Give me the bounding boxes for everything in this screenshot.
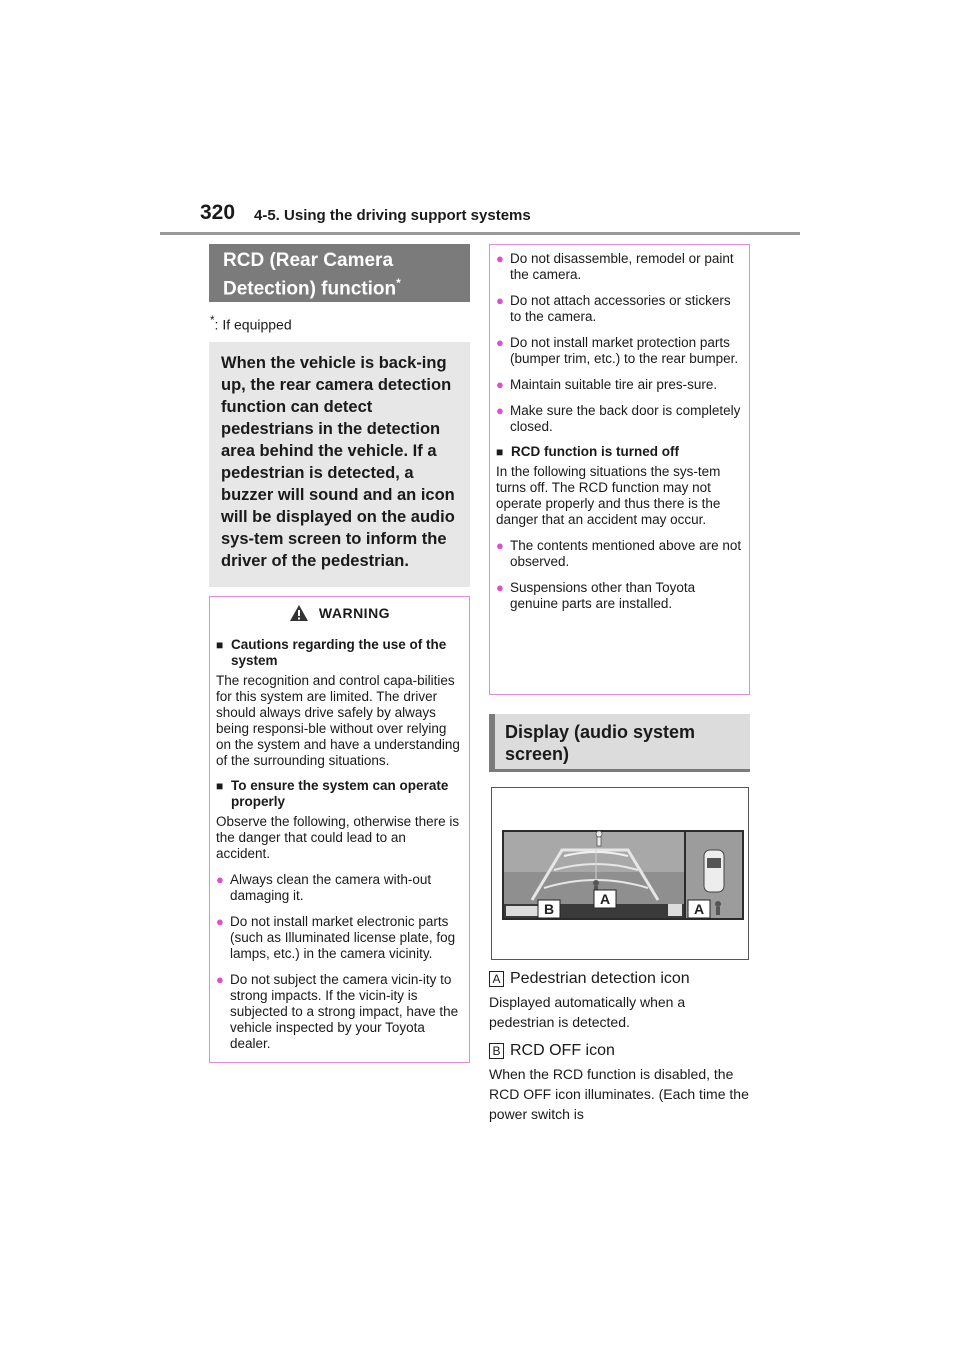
left-column	[209, 244, 470, 1063]
bullet-dot-icon: ●	[496, 403, 504, 418]
right-bullet-7-text: Suspensions other than Toyota genuine parts are installed.	[510, 580, 696, 611]
right-heading-1-text: RCD function is turned off	[511, 444, 679, 459]
rcd-title-line2-text: Detection) function	[223, 278, 397, 300]
rcd-title-line2	[223, 272, 456, 300]
right-bullet-6	[496, 538, 743, 570]
square-bullet-icon: ■	[496, 445, 504, 459]
warning-bullet-3	[216, 972, 463, 1052]
item-b-desc: When the RCD function is disabled, the RCD OFF icon illuminates. (Each time the power switch is	[489, 1066, 749, 1122]
right-paragraph-1: In the following situations the sys-tem turns off. The RCD function may not operate properly and thus there is the danger that an accident may occur.	[496, 464, 721, 527]
right-bullet-2-text: Do not attach accessories or stickers to the camera.	[510, 293, 731, 324]
intro-box: When the vehicle is back-ing up, the rear camera detection function can detect pedestrians in the detection area behind the vehicle. If a pedestrian is detected, a buzzer will sound and an icon will be displayed on the audio sys-tem screen to inform the driver of the pedestrian.	[209, 342, 470, 587]
camera-screen-svg	[492, 788, 748, 959]
warning-bullet-3-text: Do not subject the camera vicin-ity to strong impacts. If the vicin-ity is subjected to a strong impact, have the vehicle inspected by your Toyota dealer.	[230, 971, 459, 1051]
right-bullet-3-text: Do not install market protection parts (bumper trim, etc.) to the rear bumper.	[510, 335, 739, 366]
rcd-title-box	[209, 244, 470, 302]
rcd-title-line1: RCD (Rear Camera	[223, 250, 394, 271]
item-a-title: Pedestrian detection icon	[510, 970, 690, 987]
bullet-dot-icon: ●	[496, 335, 504, 350]
right-bullet-7	[496, 580, 743, 612]
square-bullet-icon: ■	[216, 778, 224, 793]
right-bullet-4-text: Maintain suitable tire air pres-sure.	[510, 377, 718, 392]
bullet-dot-icon: ●	[216, 913, 224, 929]
right-heading-1	[496, 444, 743, 460]
item-b-letter: B	[489, 1043, 504, 1059]
warning-box-continued	[489, 244, 750, 695]
section-header: 4-5. Using the driving support systems	[254, 207, 531, 224]
right-bullet-3	[496, 335, 743, 367]
screen-label-a-side: A	[693, 901, 705, 917]
header-rule	[160, 232, 800, 235]
screen-label-b: B	[543, 901, 555, 917]
page-number: 320	[200, 201, 236, 224]
warning-box	[209, 596, 470, 1063]
right-bullet-2	[496, 293, 743, 325]
right-bullet-4	[496, 377, 743, 393]
footnote	[210, 314, 470, 333]
warning-heading-1-text: Cautions regarding the use of the system	[231, 636, 447, 668]
warning-bullet-2	[216, 914, 463, 962]
right-column	[489, 244, 750, 1124]
right-bullet-1	[496, 251, 743, 283]
item-b-title: RCD OFF icon	[510, 1042, 615, 1059]
warning-paragraph-1: The recognition and control capa-bilities for this system are limited. The driver should always drive safely by always being responsi-ble without over relying on the system and have a understanding of the surrounding situations.	[216, 672, 460, 768]
bullet-dot-icon: ●	[496, 538, 504, 553]
bullet-dot-icon: ●	[496, 377, 504, 392]
right-bullet-6-text: The contents mentioned above are not observed.	[510, 538, 742, 569]
screen-illustration	[491, 787, 749, 960]
screen-label-a: A	[599, 891, 611, 907]
bullet-dot-icon: ●	[216, 871, 224, 887]
item-a-desc: Displayed automatically when a pedestrian is detected.	[489, 994, 686, 1030]
warning-bullet-2-text: Do not install market electronic parts (such as Illuminated license plate, fog lamps, etc.) in the camera vicinity.	[230, 913, 456, 961]
right-bullet-1-text: Do not disassemble, remodel or paint the camera.	[510, 251, 734, 282]
footnote-text: : If equipped	[214, 316, 292, 333]
warning-bullet-1	[216, 872, 463, 904]
item-a-row	[489, 970, 750, 988]
warning-triangle-icon	[289, 604, 309, 622]
bullet-dot-icon: ●	[496, 293, 504, 308]
footnote-mark: *	[210, 314, 215, 327]
square-bullet-icon: ■	[216, 637, 224, 652]
right-bullet-5	[496, 403, 743, 435]
warning-heading-2-text: To ensure the system can operate properly	[231, 777, 449, 809]
item-b-row	[489, 1042, 750, 1060]
warning-bullet-1-text: Always clean the camera with-out damaging it.	[230, 871, 432, 903]
right-bullet-5-text: Make sure the back door is completely closed.	[510, 403, 741, 434]
bullet-dot-icon: ●	[216, 971, 224, 987]
warning-heading-1	[216, 637, 463, 669]
warning-title-text: WARNING	[318, 604, 391, 621]
bullet-dot-icon: ●	[496, 251, 504, 266]
warning-heading-2	[216, 778, 463, 810]
item-a-letter: A	[489, 971, 504, 987]
warning-title	[216, 597, 463, 628]
warning-paragraph-2: Observe the following, otherwise there is the danger that could lead to an accident.	[216, 813, 460, 861]
rcd-title-asterisk: *	[396, 276, 401, 290]
display-title-box: Display (audio system screen)	[489, 714, 750, 772]
bullet-dot-icon: ●	[496, 580, 504, 595]
